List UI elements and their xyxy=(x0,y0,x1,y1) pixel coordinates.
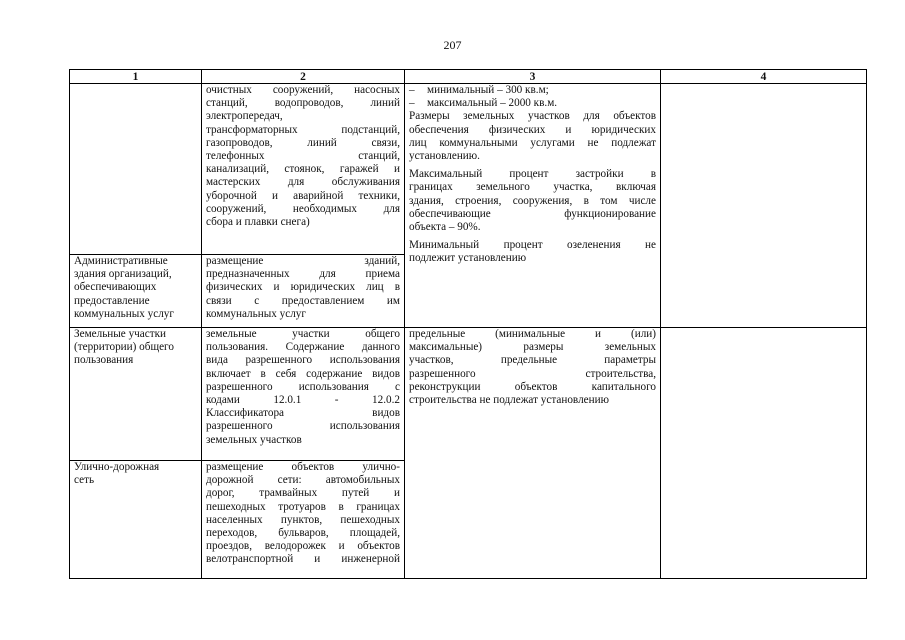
text-line: пользования. Содержание данного xyxy=(206,341,400,354)
col4-block-b xyxy=(661,328,867,579)
text-line: Максимальный процент застройки в xyxy=(409,168,656,181)
text-line: размещение зданий, xyxy=(206,255,400,267)
text-line: кодами 12.0.1 - 12.0.2 xyxy=(206,394,400,407)
text-line: трансформаторных подстанций, xyxy=(206,123,400,136)
row1-col2 xyxy=(202,84,405,255)
text-line: Минимальный процент озеленения не xyxy=(409,239,656,252)
text-line: Административные xyxy=(74,255,168,267)
text-line: участков, предельные параметры xyxy=(409,354,656,367)
header-col-4: 4 xyxy=(661,70,867,84)
header-col-2: 2 xyxy=(202,70,405,84)
text-line: проездов, велодорожек и объектов xyxy=(206,540,400,553)
text-line: лиц коммунальными услугами не подлежат xyxy=(409,136,656,149)
text-line: включает в себя содержание видов xyxy=(206,367,400,380)
text-line: предоставление xyxy=(74,294,150,307)
row3-col2 xyxy=(202,328,405,461)
text-line: переходов, бульваров, площадей, xyxy=(206,527,400,540)
row1-col1 xyxy=(70,84,202,255)
text-line: здания организаций, xyxy=(74,268,172,281)
zoning-table xyxy=(69,69,867,579)
row3-col1 xyxy=(70,328,202,461)
text-line: подлежит установлению xyxy=(409,252,527,265)
dash-item-text: максимальный – 2000 кв.м. xyxy=(427,97,558,110)
text-line: реконструкции объектов капитального xyxy=(409,380,656,393)
dash-item-text: минимальный – 300 кв.м; xyxy=(427,84,549,96)
dash-marker: – xyxy=(409,97,415,110)
text-line: пешеходных тротуаров в границах xyxy=(206,500,400,513)
text-line: коммунальных услуг xyxy=(74,307,174,320)
row2-col2 xyxy=(202,255,405,328)
text-line: обеспечивающие функционирование xyxy=(409,207,656,220)
text-line: Земельные участки xyxy=(74,328,167,340)
text-line: обеспечения физических и юридических xyxy=(409,123,656,136)
text-line: земельных участков xyxy=(206,433,302,446)
text-line: сеть xyxy=(74,474,95,487)
text-line: объекта – 90%. xyxy=(409,221,481,234)
dash-marker: – xyxy=(409,84,415,96)
row2-col1 xyxy=(70,255,202,328)
text-line: (территории) общего xyxy=(74,341,174,354)
text-line: земельные участки общего xyxy=(206,328,400,340)
text-line: газопроводов, линий связи, xyxy=(206,136,400,149)
paragraph-plot-sizes xyxy=(409,110,656,163)
row4-col1 xyxy=(70,461,202,579)
text-line: очистных сооружений, насосных xyxy=(206,84,400,96)
text-line: разрешенного строительства, xyxy=(409,367,656,380)
text-line: разрешенного использования с xyxy=(206,380,400,393)
dash-item xyxy=(409,97,656,110)
text-line: размещение объектов улично- xyxy=(206,461,400,473)
paragraph-min-greening xyxy=(409,239,656,265)
text-line: предназначенных для приема xyxy=(206,268,400,281)
table-row xyxy=(70,84,867,255)
text-line: здания, строения, сооружения, в том числе xyxy=(409,194,656,207)
text-line: Улично-дорожная xyxy=(74,461,160,473)
header-row xyxy=(70,70,867,84)
col3-block-a xyxy=(405,84,661,328)
paragraph-max-coverage xyxy=(409,168,656,234)
table-row xyxy=(70,328,867,461)
text-line: электропередач, xyxy=(206,110,283,123)
text-line: установлению. xyxy=(409,150,480,163)
text-line: населенных пунктов, пешеходных xyxy=(206,513,400,526)
text-line: максимальные) размеры земельных xyxy=(409,341,656,354)
text-line: уборочной и аварийной техники, xyxy=(206,189,400,202)
col3-block-b xyxy=(405,328,661,579)
col4-block-a xyxy=(661,84,867,328)
header-col-3: 3 xyxy=(405,70,661,84)
text-line: станций, водопроводов, линий xyxy=(206,97,400,110)
text-line: дорожной сети: автомобильных xyxy=(206,474,400,487)
text-line: физических и юридических лиц в xyxy=(206,281,400,294)
text-line: коммунальных услуг xyxy=(206,307,306,320)
text-line: дорог, трамвайных путей и xyxy=(206,487,400,500)
text-line: канализаций, стоянок, гаражей и xyxy=(206,163,400,176)
text-line: обеспечивающих xyxy=(74,281,157,294)
text-line: вида разрешенного использования xyxy=(206,354,400,367)
text-line: разрешенного использования xyxy=(206,420,400,433)
text-line: границах земельного участка, включая xyxy=(409,181,656,194)
text-line: пользования xyxy=(74,354,134,367)
text-line: Классификатора видов xyxy=(206,407,400,420)
text-line: Размеры земельных участков для объектов xyxy=(409,110,656,123)
text-line: велотранспортной и инженерной xyxy=(206,553,400,566)
text-line: телефонных станций, xyxy=(206,150,400,163)
text-line: связи с предоставлением им xyxy=(206,294,400,307)
row4-col2 xyxy=(202,461,405,579)
text-line: предельные (минимальные и (или) xyxy=(409,328,656,340)
text-line: сооружений, необходимых для xyxy=(206,202,400,215)
text-line: строительства не подлежат установлению xyxy=(409,394,609,407)
page-number: 207 xyxy=(443,38,462,52)
header-col-1: 1 xyxy=(70,70,202,84)
text-line: мастерских для обслуживания xyxy=(206,176,400,189)
text-line: сбора и плавки снега) xyxy=(206,216,310,229)
dash-item xyxy=(409,84,656,97)
